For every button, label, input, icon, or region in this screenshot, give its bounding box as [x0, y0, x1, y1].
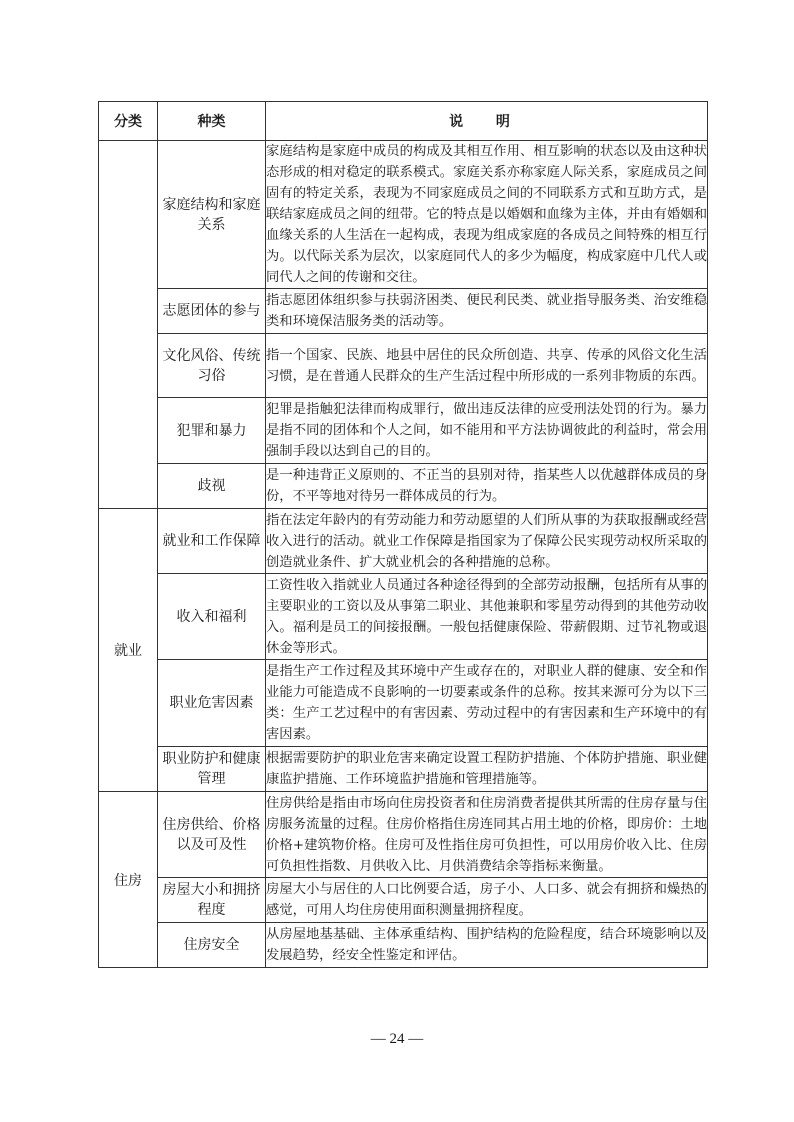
description-cell: 是指生产工作过程及其环境中产生或存在的，对职业人群的健康、安全和作业能力可能造成不良影响的一切要素或条件的总称。按其来源可分为以下三类：生产工艺过程中的有害因素、劳动过程中的有害因素和生产环境中的有害因素。 — [266, 660, 708, 747]
page-number: — 24 — — [370, 1031, 424, 1047]
description-cell: 指一个国家、民族、地县中居住的民众所创造、共享、传承的风俗文化生活习惯，是在普通人民群众的生产生活过程中所形成的一系列非物质的东西。 — [266, 334, 708, 398]
kind-cell: 就业和工作保障 — [158, 509, 266, 574]
category-cell-housing: 住房 — [99, 792, 158, 968]
kind-cell: 职业危害因素 — [158, 660, 266, 747]
table-row — [99, 747, 708, 792]
table-row — [99, 878, 708, 923]
table-row — [99, 792, 708, 878]
kind-cell: 住房安全 — [158, 923, 266, 968]
description-cell: 指志愿团体组织参与扶弱济困类、便民利民类、就业指导服务类、治安维稳类和环境保洁服务类的活动等。 — [266, 289, 708, 334]
kind-cell: 房屋大小和拥挤程度 — [158, 878, 266, 923]
description-cell: 根据需要防护的职业危害来确定设置工程防护措施、个体防护措施、职业健康监护措施、工作环境监护措施和管理措施等。 — [266, 747, 708, 792]
kind-cell: 犯罪和暴力 — [158, 398, 266, 464]
table-row — [99, 289, 708, 334]
kind-cell: 收入和福利 — [158, 574, 266, 660]
description-cell: 家庭结构是家庭中成员的构成及其相互作用、相互影响的状态以及由这种状态形成的相对稳定的联系模式。家庭关系亦称家庭人际关系，家庭成员之间固有的特定关系，表现为不同家庭成员之间的不同联系方式和互助方式，是联结家庭成员之间的纽带。它的特点是以婚姻和血缘为主体，并由有婚姻和血缘关系的人生活在一起构成，表现为组成家庭的各成员之间特殊的相互行为。以代际关系为层次，以家庭同代人的多少为幅度，构成家庭中几代人或同代人之间的传谢和交往。 — [266, 141, 708, 289]
description-cell: 工资性收入指就业人员通过各种途径得到的全部劳动报酬，包括所有从事的主要职业的工资以及从事第二职业、其他兼职和零星劳动得到的其他劳动收入。福利是员工的间接报酬。一般包括健康保险、带薪假期、过节礼物或退休金等形式。 — [266, 574, 708, 660]
header-category: 分类 — [99, 102, 158, 141]
kind-cell: 职业防护和健康管理 — [158, 747, 266, 792]
table-row — [99, 660, 708, 747]
category-cell-group1 — [99, 141, 158, 509]
description-cell: 指在法定年龄内的有劳动能力和劳动愿望的人们所从事的为获取报酬或经营收入进行的活动。就业工作保障是指国家为了保障公民实现劳动权所采取的创造就业条件、扩大就业机会的各种措施的总称。 — [266, 509, 708, 574]
header-kind: 种类 — [158, 102, 266, 141]
classification-table — [98, 101, 708, 968]
table-row — [99, 334, 708, 398]
description-cell: 从房屋地基基础、主体承重结构、围护结构的危险程度，结合环境影响以及发展趋势，经安全性鉴定和评估。 — [266, 923, 708, 968]
description-cell: 是一种违背正义原则的、不正当的县别对待，指某些人以优越群体成员的身份，不平等地对待另一群体成员的行为。 — [266, 464, 708, 509]
category-cell-employment: 就业 — [99, 509, 158, 792]
kind-cell: 家庭结构和家庭关系 — [158, 141, 266, 289]
kind-cell: 文化风俗、传统习俗 — [158, 334, 266, 398]
table-row — [99, 141, 708, 289]
table-row — [99, 574, 708, 660]
header-description: 说 明 — [266, 102, 708, 141]
table-row — [99, 464, 708, 509]
kind-cell: 歧视 — [158, 464, 266, 509]
table-header-row — [99, 102, 708, 141]
table-row — [99, 398, 708, 464]
description-cell: 房屋大小与居住的人口比例要合适，房子小、人口多、就会有拥挤和燥热的感觉，可用人均住房使用面积测量拥挤程度。 — [266, 878, 708, 923]
kind-cell: 志愿团体的参与 — [158, 289, 266, 334]
description-cell: 住房供给是指由市场向住房投资者和住房消费者提供其所需的住房存量与住房服务流量的过程。住房价格指住房连同其占用土地的价格，即房价：土地价格+建筑物价格。住房可及性指住房可负担性，可以用房价收入比、住房可负担性指数、月供收入比、月供消费结余等指标来衡量。 — [266, 792, 708, 878]
table-row — [99, 509, 708, 574]
kind-cell: 住房供给、价格以及可及性 — [158, 792, 266, 878]
description-cell: 犯罪是指触犯法律而构成罪行，做出违反法律的应受刑法处罚的行为。暴力是指不同的团体和个人之间，如不能用和平方法协调彼此的利益时，常会用强制手段以达到自己的目的。 — [266, 398, 708, 464]
table-row — [99, 923, 708, 968]
